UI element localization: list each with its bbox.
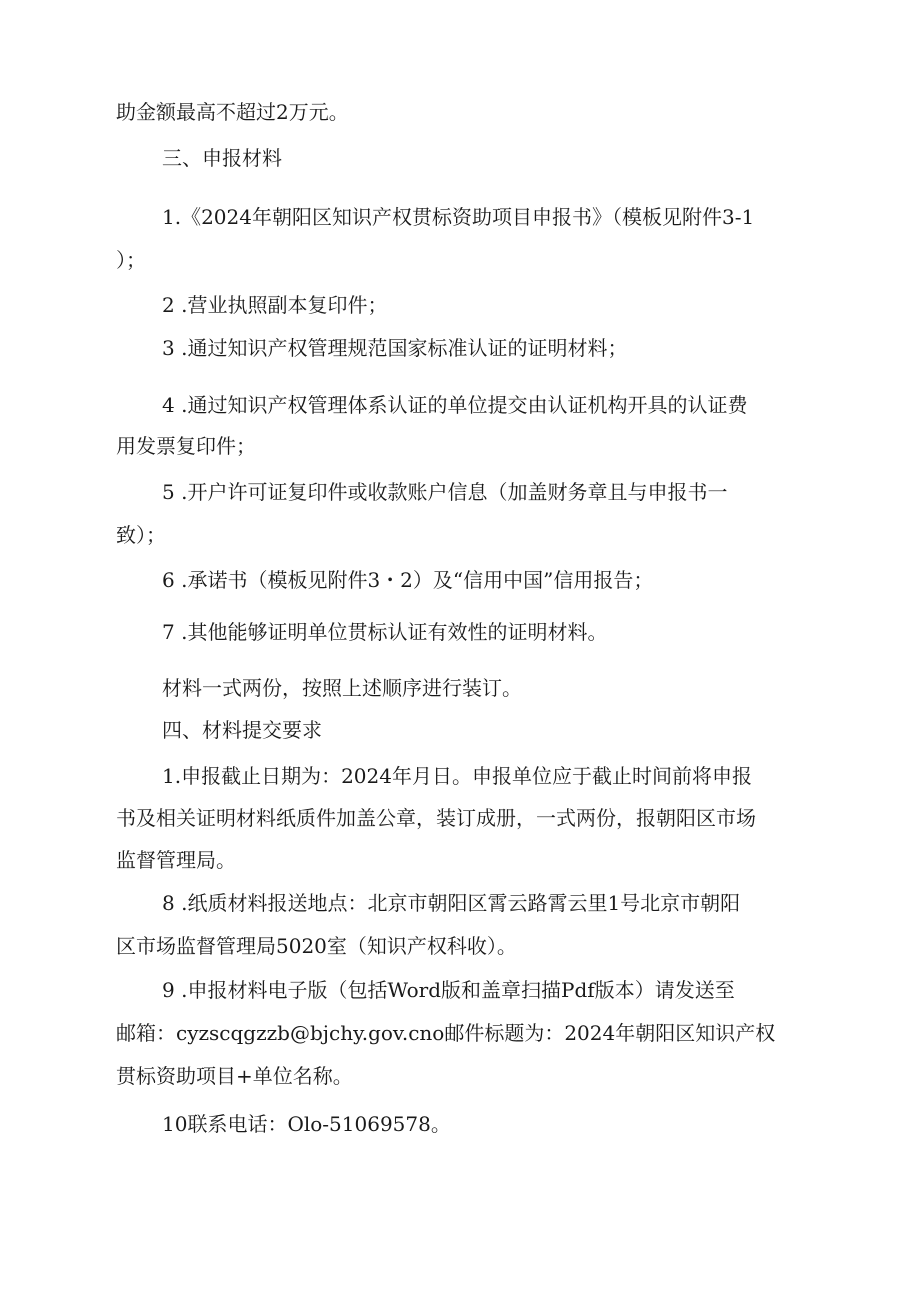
list-item-continuation: 监督管理局。 xyxy=(116,848,236,872)
text-line: 助金额最高不超过2万元。 xyxy=(116,100,349,124)
list-item: 9 .申报材料电子版（包括Word版和盖章扫描Pdf版本）请发送至 xyxy=(162,978,735,1002)
list-item: 7 .其他能够证明单位贯标认证有效性的证明材料。 xyxy=(162,620,608,644)
section-heading: 四、材料提交要求 xyxy=(162,718,322,742)
list-item-continuation: 贯标资助项目+单位名称。 xyxy=(116,1064,353,1088)
list-item-continuation: 用发票复印件； xyxy=(116,434,256,458)
list-item: 4 .通过知识产权管理体系认证的单位提交由认证机构开具的认证费 xyxy=(162,393,748,417)
list-item-continuation: 邮箱：cyzscqgzzb@bjchy.gov.cno邮件标题为：2024年朝阳区知识产权 xyxy=(116,1021,776,1045)
contact-phone: 10联系电话：Olo-51069578。 xyxy=(162,1112,451,1136)
list-item: 3 .通过知识产权管理规范国家标准认证的证明材料； xyxy=(162,336,628,360)
list-item-continuation: 致）； xyxy=(116,523,166,547)
list-item: 1.申报截止日期为：2024年月日。申报单位应于截止时间前将申报 xyxy=(162,764,752,788)
list-item: 1.《2024年朝阳区知识产权贯标资助项目申报书》（模板见附件3-1 xyxy=(162,205,755,229)
list-item: 8 .纸质材料报送地点：北京市朝阳区霄云路霄云里1号北京市朝阳 xyxy=(162,891,741,915)
list-item-continuation: ）； xyxy=(116,248,146,272)
section-heading: 三、申报材料 xyxy=(162,146,282,170)
list-item: 2 .营业执照副本复印件； xyxy=(162,293,388,317)
paragraph: 材料一式两份，按照上述顺序进行装订。 xyxy=(162,676,522,700)
list-item: 5 .开户许可证复印件或收款账户信息（加盖财务章且与申报书一 xyxy=(162,480,728,504)
list-item-continuation: 区市场监督管理局5020室（知识产权科收）。 xyxy=(116,934,517,958)
list-item: 6 .承诺书（模板见附件3・2）及“信用中国”信用报告； xyxy=(162,568,654,592)
list-item-continuation: 书及相关证明材料纸质件加盖公章，装订成册，一式两份，报朝阳区市场 xyxy=(116,806,756,830)
